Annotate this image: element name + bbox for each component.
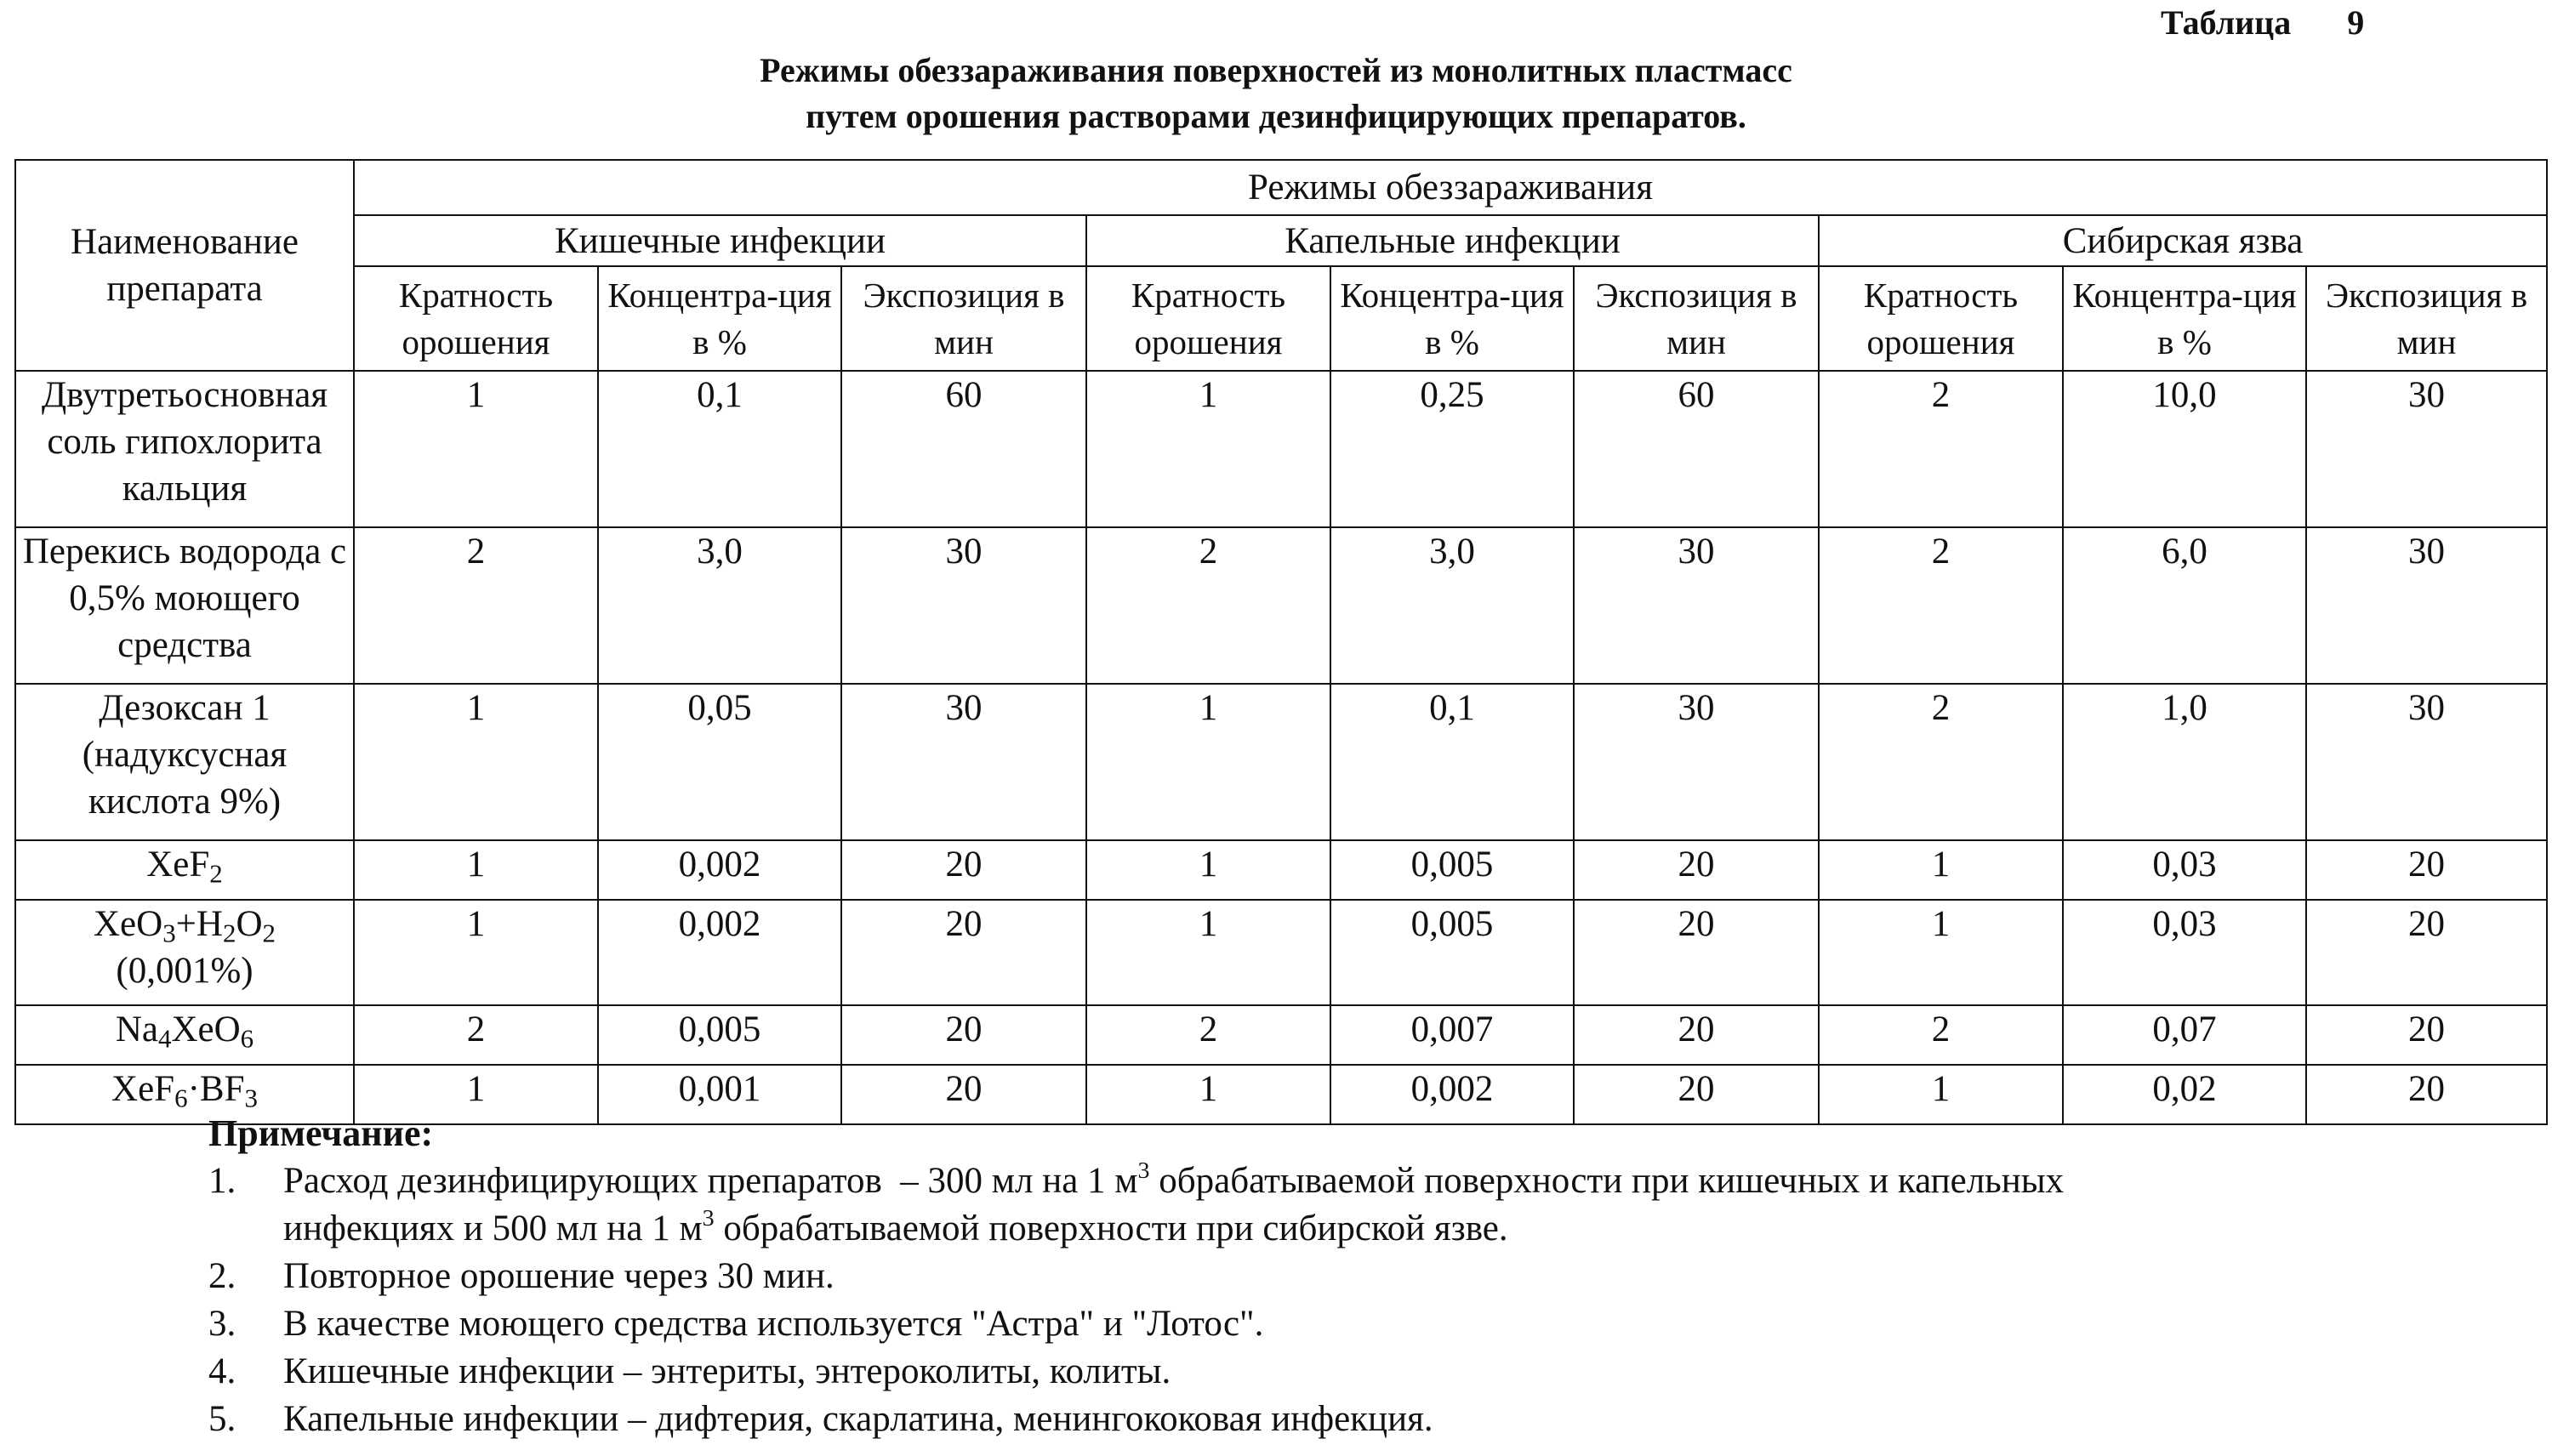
table-cell: 1 bbox=[1086, 371, 1330, 527]
table-cell: 30 bbox=[1574, 684, 1819, 840]
note-item bbox=[208, 1300, 2522, 1348]
table-row bbox=[15, 900, 2547, 1005]
disinfection-modes-table bbox=[14, 159, 2548, 1125]
table-cell: 2 bbox=[1819, 1005, 2063, 1065]
header-group-2: Капельные инфекции bbox=[1086, 215, 1819, 266]
header-sub-3-3: Экспозиция в мин bbox=[2306, 266, 2547, 371]
table-label bbox=[2161, 2, 2416, 44]
note-text: Расход дезинфицирующих препаратов – 300 мл на 1 $м^3$ обрабатываемой поверхности при кишечных и капельных инфекциях и 500 мл на 1 $м^3$ обрабатываемой поверхности при сибирской язве. bbox=[283, 1157, 2065, 1248]
table-cell: 3,0 bbox=[598, 527, 841, 684]
note-text: Повторное орошение через 30 мин. bbox=[283, 1256, 835, 1296]
header-sub-3-2: Концентра-ция в % bbox=[2063, 266, 2306, 371]
table-cell: 30 bbox=[1574, 527, 1819, 684]
table-cell: 30 bbox=[2306, 371, 2547, 527]
header-preparation-name: Наименование препарата bbox=[15, 160, 354, 371]
table-label-number: 9 bbox=[2347, 3, 2365, 42]
header-group-3: Сибирская язва bbox=[1819, 215, 2547, 266]
notes-title: Примечание: bbox=[208, 1112, 434, 1154]
table-cell: 30 bbox=[841, 527, 1086, 684]
table-cell: 2 bbox=[1086, 1005, 1330, 1065]
table-row bbox=[15, 371, 2547, 527]
table-row bbox=[15, 840, 2547, 900]
notes-section bbox=[208, 1110, 2522, 1443]
table-cell: 1 bbox=[1086, 840, 1330, 900]
table-cell: 1 bbox=[354, 371, 598, 527]
table-cell: 20 bbox=[2306, 1065, 2547, 1124]
note-text: В качестве моющего средства используется "Астра" и "Лотос". bbox=[283, 1304, 1264, 1344]
table-cell: 20 bbox=[1574, 1065, 1819, 1124]
table-cell: 1 bbox=[1086, 684, 1330, 840]
preparation-name: Дезоксан 1 (надуксусная кислота 9%) bbox=[15, 684, 354, 840]
table-cell: 6,0 bbox=[2063, 527, 2306, 684]
notes-list bbox=[208, 1157, 2522, 1443]
table-cell: 2 bbox=[1819, 371, 2063, 527]
table-cell: 20 bbox=[1574, 840, 1819, 900]
note-item bbox=[208, 1253, 2522, 1300]
header-group-1: Кишечные инфекции bbox=[354, 215, 1086, 266]
note-number: 3. bbox=[208, 1304, 236, 1344]
table-cell: 0,1 bbox=[598, 371, 841, 527]
table-cell: 20 bbox=[1574, 900, 1819, 1005]
table-cell: 20 bbox=[841, 1005, 1086, 1065]
table-cell: 0,007 bbox=[1330, 1005, 1574, 1065]
note-text: Капельные инфекции – дифтерия, скарлатина, менингококовая инфекция. bbox=[283, 1399, 1433, 1439]
table-cell: 1 bbox=[1819, 1065, 2063, 1124]
table-cell: 2 bbox=[354, 1005, 598, 1065]
table-cell: 0,002 bbox=[598, 840, 841, 900]
table-cell: 0,07 bbox=[2063, 1005, 2306, 1065]
table-cell: 60 bbox=[1574, 371, 1819, 527]
table-cell: 1,0 bbox=[2063, 684, 2306, 840]
table-cell: 0,03 bbox=[2063, 900, 2306, 1005]
table-cell: 20 bbox=[2306, 1005, 2547, 1065]
preparation-name: $XeF_6\cdot BF_3$ bbox=[15, 1065, 354, 1124]
table-cell: 1 bbox=[354, 1065, 598, 1124]
table-cell: 1 bbox=[354, 684, 598, 840]
document-title bbox=[0, 48, 2552, 139]
table-cell: 0,1 bbox=[1330, 684, 1574, 840]
table-cell: 0,005 bbox=[598, 1005, 841, 1065]
table-cell: 0,25 bbox=[1330, 371, 1574, 527]
table-cell: 30 bbox=[2306, 684, 2547, 840]
preparation-name: Перекись водорода с 0,5% моющего средства bbox=[15, 527, 354, 684]
table-cell: 1 bbox=[354, 900, 598, 1005]
table-cell: 30 bbox=[2306, 527, 2547, 684]
table-cell: 20 bbox=[2306, 900, 2547, 1005]
table-cell: 1 bbox=[354, 840, 598, 900]
table-cell: 0,05 bbox=[598, 684, 841, 840]
table-cell: 0,002 bbox=[598, 900, 841, 1005]
table-label-word: Таблица bbox=[2161, 3, 2292, 42]
table-cell: 20 bbox=[841, 840, 1086, 900]
table-cell: 1 bbox=[1086, 1065, 1330, 1124]
note-item bbox=[208, 1157, 2522, 1253]
table-cell: 60 bbox=[841, 371, 1086, 527]
table-cell: 2 bbox=[1086, 527, 1330, 684]
note-item bbox=[208, 1348, 2522, 1396]
table-cell: 2 bbox=[1819, 527, 2063, 684]
table-row bbox=[15, 1005, 2547, 1065]
table-row bbox=[15, 684, 2547, 840]
note-item bbox=[208, 1396, 2522, 1443]
note-text: Кишечные инфекции – энтериты, энтероколиты, колиты. bbox=[283, 1351, 1171, 1391]
title-line-1: Режимы обеззараживания поверхностей из монолитных пластмасс bbox=[760, 51, 1792, 89]
table-cell: 20 bbox=[2306, 840, 2547, 900]
note-number: 2. bbox=[208, 1256, 236, 1296]
preparation-name: $Na_4XeO_6$ bbox=[15, 1005, 354, 1065]
table-cell: 0,02 bbox=[2063, 1065, 2306, 1124]
table-cell: 20 bbox=[841, 900, 1086, 1005]
table-cell: 0,002 bbox=[1330, 1065, 1574, 1124]
header-modes: Режимы обеззараживания bbox=[354, 160, 2547, 215]
table-row bbox=[15, 527, 2547, 684]
header-sub-1-3: Экспозиция в мин bbox=[841, 266, 1086, 371]
table-cell: 2 bbox=[354, 527, 598, 684]
table-cell: 0,03 bbox=[2063, 840, 2306, 900]
note-number: 1. bbox=[208, 1161, 236, 1201]
preparation-name: Двутретьосновная соль гипохлорита кальция bbox=[15, 371, 354, 527]
table-cell: 20 bbox=[841, 1065, 1086, 1124]
table-cell: 0,001 bbox=[598, 1065, 841, 1124]
table-cell: 30 bbox=[841, 684, 1086, 840]
header-sub-1-2: Концентра-ция в % bbox=[598, 266, 841, 371]
table-cell: 0,005 bbox=[1330, 900, 1574, 1005]
table-cell: 2 bbox=[1819, 684, 2063, 840]
table-cell: 1 bbox=[1086, 900, 1330, 1005]
title-line-2: путем орошения растворами дезинфицирующих препаратов. bbox=[806, 97, 1746, 135]
note-number: 4. bbox=[208, 1351, 236, 1391]
preparation-name: $XeO_3+H_2O_2$ (0,001%) bbox=[15, 900, 354, 1005]
note-number: 5. bbox=[208, 1399, 236, 1439]
header-sub-2-2: Концентра-ция в % bbox=[1330, 266, 1574, 371]
header-sub-2-3: Экспозиция в мин bbox=[1574, 266, 1819, 371]
table-cell: 1 bbox=[1819, 900, 2063, 1005]
table-cell: 20 bbox=[1574, 1005, 1819, 1065]
table-cell: 1 bbox=[1819, 840, 2063, 900]
header-sub-1-1: Кратность орошения bbox=[354, 266, 598, 371]
header-sub-2-1: Кратность орошения bbox=[1086, 266, 1330, 371]
table-cell: 3,0 bbox=[1330, 527, 1574, 684]
header-sub-3-1: Кратность орошения bbox=[1819, 266, 2063, 371]
preparation-name: XeF$_2$ bbox=[15, 840, 354, 900]
table-cell: 10,0 bbox=[2063, 371, 2306, 527]
table-cell: 0,005 bbox=[1330, 840, 1574, 900]
